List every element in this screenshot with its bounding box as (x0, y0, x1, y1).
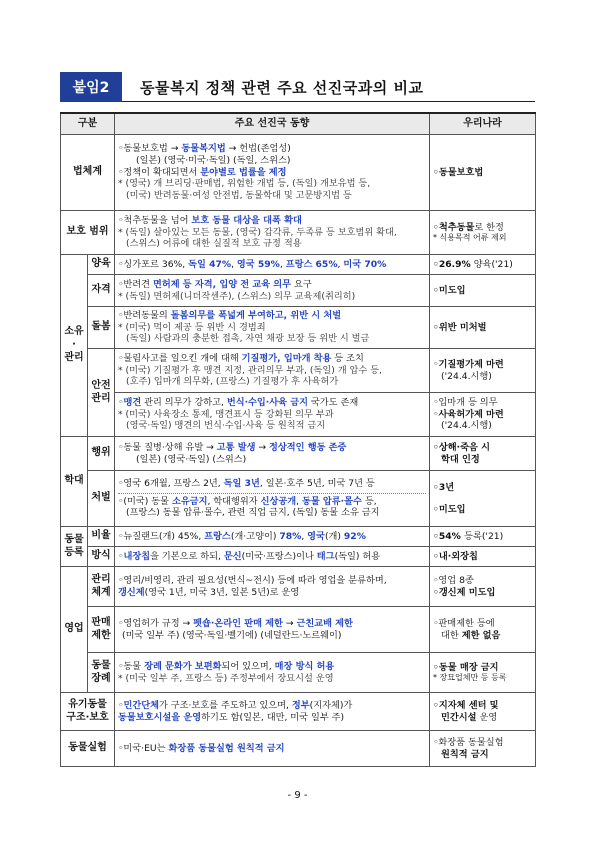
row-subcategory: 안전 관리 (88, 349, 115, 437)
title-underline (122, 101, 535, 102)
trend-cell: ◦뉴질랜드(개) 45%, 프랑스(개·고양이) 78%, 영국(개) 92% (115, 527, 430, 547)
trend-cell: ◦내장칩을 기본으로 하되, 문신(미국·프랑스)이나 태그(독일) 허용 (115, 547, 430, 567)
table-row (61, 567, 536, 607)
trend-cell: ◦동물 질병·상해 유발 → 고통 발생 → 정상적인 행동 존중 (일본) (영국·독일) (스위스) (115, 437, 430, 471)
korea-cell: ◦판매제한 등에 대한 제한 없음 (430, 607, 536, 653)
table-row (61, 135, 536, 211)
row-category: 법체계 (61, 135, 115, 211)
row-category: 동물실험 (61, 731, 115, 767)
table-row (61, 653, 536, 693)
table-row (61, 307, 536, 349)
row-subcategory: 판매 제한 (88, 607, 115, 653)
korea-cell: ◦동물 매장 금지 * 장묘업체만 등 등록 (430, 653, 536, 693)
row-category: 소유 · 관리 (61, 255, 88, 437)
table-row (61, 731, 536, 767)
row-subcategory: 방식 (88, 547, 115, 567)
trend-cell: ◦반려견 면허제 등 자격, 입양 전 교육 의무 요구 * (독일) 면허제(니더작센주), (스위스) 의무 교육제(취리히) (115, 275, 430, 307)
trend-cell: ◦척추동물을 넘어 보호 동물 대상을 대폭 확대 * (독일) 살아있는 모든 동물, (영국) 갑각류, 두족류 등 보호범위 확대, (스위스) 어류에 대한 실질적 보호 규정 적용 (115, 211, 430, 255)
table-row (61, 275, 536, 307)
row-category: 동물 등록 (61, 527, 88, 567)
table-row (61, 471, 536, 527)
row-subcategory: 비율 (88, 527, 115, 547)
korea-cell: ◦상해·죽음 시 학대 인정 (430, 437, 536, 471)
table-row (61, 607, 536, 653)
trend-cell: ◦반려동물의 돌봄의무를 폭넓게 부여하고, 위반 시 처벌 * (미국) 먹이 제공 등 위반 시 경범죄 (독일) 사람과의 충분한 접촉, 자연 채광 보장 등 위반 시 벌금 (115, 307, 430, 349)
header-global-trend: 주요 선진국 동향 (115, 113, 430, 135)
trend-cell: ◦영업허가 규정 → 펫숍·온라인 판매 제한 → 근친교배 제한 (미국 일부 주) (영국·독일·벨기에) (네덜란드·노르웨이) (115, 607, 430, 653)
row-subcategory: 동물 장례 (88, 653, 115, 693)
title-bar (60, 72, 535, 102)
header-category: 구분 (61, 113, 115, 135)
korea-cell: ◦영업 8종 ◦갱신제 미도입 (430, 567, 536, 607)
table-row (61, 527, 536, 547)
page-title: 동물복지 정책 관련 주요 선진국과의 비교 (140, 79, 424, 97)
korea-cell: ◦척추동물로 한정 * 식용목적 어류 제외 (430, 211, 536, 255)
row-category: 보호 범위 (61, 211, 115, 255)
table-header-row (61, 113, 536, 135)
trend-cell: ◦민간단체가 구조·보호를 주도하고 있으며, 정부(지자체)가 동물보호시설을 운영하기도 함(일본, 대만, 미국 일부 주) (115, 693, 430, 731)
korea-cell: ◦동물보호법 (430, 135, 536, 211)
korea-cell: ◦3년 ◦미도입 (430, 471, 536, 527)
trend-cell: ◦싱가포르 36%, 독일 47%, 영국 59%, 프랑스 65%, 미국 70% (115, 255, 430, 275)
table-row (61, 693, 536, 731)
table-row (61, 255, 536, 275)
row-category: 유기동물 구조·보호 (61, 693, 115, 731)
header-korea: 우리나라 (430, 113, 536, 135)
korea-cell: ◦입마개 등 의무 ◦사육허가제 마련 ('24.4.시행) (430, 393, 536, 437)
comparison-table (60, 112, 536, 767)
trend-cell: ◦영리/비영리, 관리 필요성(번식~전시) 등에 따라 영업을 분류하며, 갱신제(영국 1년, 미국 3년, 일본 5년)로 운영 (115, 567, 430, 607)
trend-cell: ◦맹견 관리 의무가 강하고, 번식·수입·사육 금지 국가도 존재 * (미국) 사육장소 통제, 맹견표시 등 강화된 의무 부과 (영국·독일) 맹견의 번식·수입·사육 등 원칙적 금지 (115, 393, 430, 437)
table-row (61, 437, 536, 471)
row-subcategory: 행위 (88, 437, 115, 471)
row-category: 영업 (61, 567, 88, 693)
row-subcategory: 양육 (88, 255, 115, 275)
korea-cell: ◦54% 등록('21) (430, 527, 536, 547)
row-subcategory: 돌봄 (88, 307, 115, 349)
korea-cell: ◦26.9% 양육('21) (430, 255, 536, 275)
korea-cell: ◦내·외장칩 (430, 547, 536, 567)
row-subcategory: 처벌 (88, 471, 115, 527)
trend-cell: ◦미국·EU는 화장품 동물실험 원칙적 금지 (115, 731, 430, 767)
page-number: - 9 - (287, 790, 308, 801)
table-row (61, 393, 536, 437)
table-row (61, 349, 536, 393)
row-subcategory: 자격 (88, 275, 115, 307)
trend-cell: ◦동물보호법 → 동물복지법 → 헌법(존엄성) (일본) (영국·미국·독일) (독일, 스위스) ◦정책이 확대되면서 분야별로 법률을 제정 * (영국) 개 브리딩·판매법, 위험한 개법 등, (독일) 개보유법 등, (미국) 반려동물·여성 안전법, 동물학대 및 고문방지법 등 (115, 135, 430, 211)
attachment-tag: 붙임2 (60, 72, 122, 102)
trend-cell: ◦영국 6개월, 프랑스 2년, 독일 3년, 일본·호주 5년, 미국 7년 등 ◦(미국) 동물 소유금지, 학대행위자 신상공개, 동물 압류·몰수 등, (프랑스) 동물 압류·몰수, 관련 직업 금지, (독일) 동물 소유 금지 (115, 471, 430, 527)
trend-cell: ◦물림사고를 일으킨 개에 대해 기질평가, 입마개 착용 등 조치 * (미국) 기질평가 후 맹견 지정, 관리의무 부과, (독일) 개 압수 등, (호주) 입마개 의무화, (프랑스) 기질평가 후 사육허가 (115, 349, 430, 393)
korea-cell: ◦위반 미처벌 (430, 307, 536, 349)
table-row (61, 211, 536, 255)
table-row (61, 547, 536, 567)
row-subcategory: 관리 체계 (88, 567, 115, 607)
row-category: 학대 (61, 437, 88, 527)
korea-cell: ◦화장품 동물실험 원칙적 금지 (430, 731, 536, 767)
korea-cell: ◦기질평가제 마련 ('24.4.시행) (430, 349, 536, 393)
korea-cell: ◦지자체 센터 및 민간시설 운영 (430, 693, 536, 731)
trend-cell: ◦동물 장례 문화가 보편화되어 있으며, 매장 방식 허용 * (미국 일부 주, 프랑스 등) 주정부에서 장묘시설 운영 (115, 653, 430, 693)
korea-cell: ◦미도입 (430, 275, 536, 307)
